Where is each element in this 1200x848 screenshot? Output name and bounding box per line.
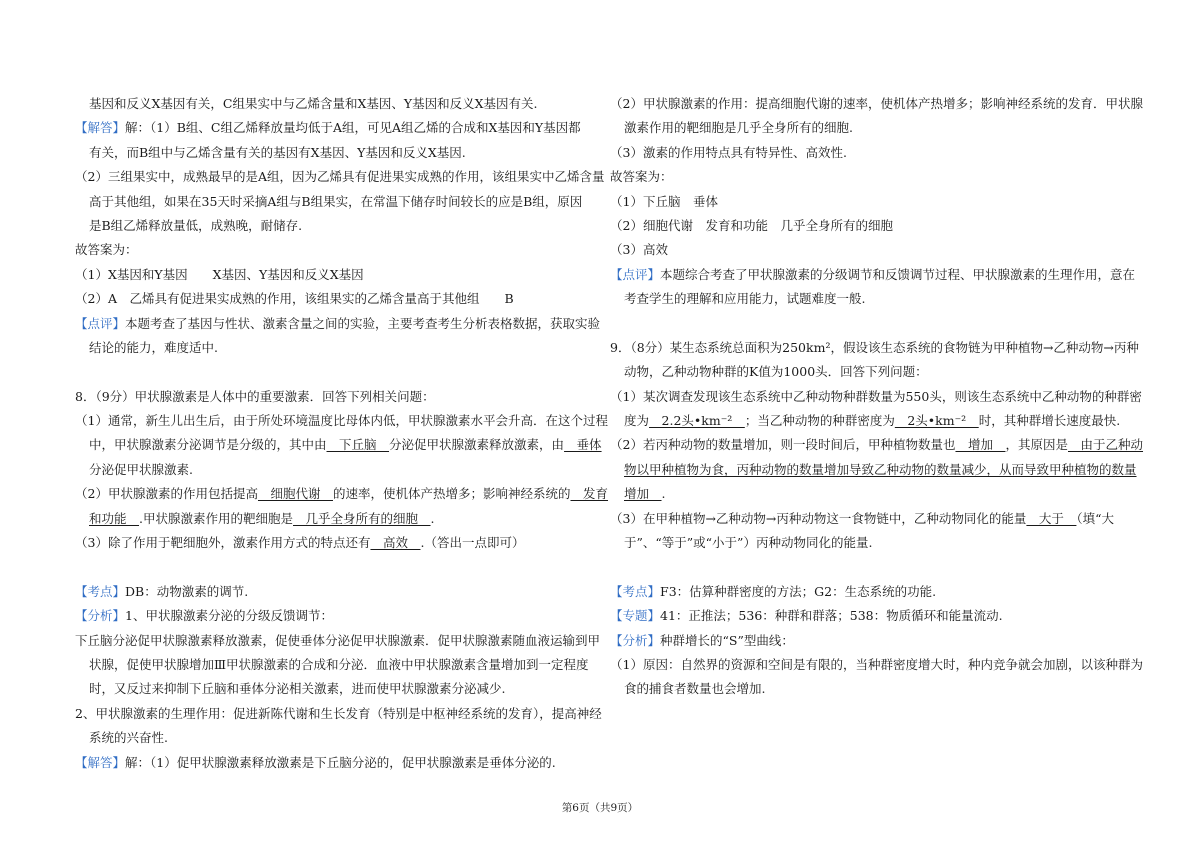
answer-blank: 发育 xyxy=(570,486,609,502)
text-line: 状腺，促使甲状腺增加Ⅲ甲状腺激素的合成和分泌．血液中甲状腺激素含量增加到一定程度 xyxy=(89,656,589,672)
answer-tag: 【解答】 xyxy=(75,754,126,770)
text-line: 动物，乙种动物种群的K值为1000头．回答下列问题： xyxy=(624,364,928,380)
comment-tag: 【点评】 xyxy=(610,266,661,282)
text-line: 【点评】本题考查了基因与性状、激素含量之间的实验，主要考查考生分析表格数据，获取实验 xyxy=(75,315,601,331)
text-line: 中，甲状腺激素分泌调节是分级的，其中由 下丘脑 分泌促甲状腺激素释放激素，由 垂体 xyxy=(89,437,602,453)
answer-blank: 物以甲种植物为食，丙种动物的数量增加导致乙种动物的数量减少，从而导致甲种植物的数量 xyxy=(624,461,1137,477)
text-line: 结论的能力，难度适中. xyxy=(89,339,218,355)
text-line: 【专题】41：正推法；536：种群和群落；538：物质循环和能量流动. xyxy=(610,608,1003,624)
text-line: 度为 2.2头•km⁻² ；当乙种动物的种群密度为 2头•km⁻² 时，其种群增长速度最快. xyxy=(624,413,1121,429)
text-line: （2）细胞代谢 发育和功能 几乎全身所有的细胞 xyxy=(610,217,893,233)
topic-tag: 【考点】 xyxy=(610,583,661,599)
text-line: （2）三组果实中，成熟最早的是A组，因为乙烯具有促进果实成熟的作用，该组果实中乙烯含量 xyxy=(75,169,605,185)
answer-blank: 2头•km⁻² xyxy=(894,413,979,429)
special-topic-tag: 【专题】 xyxy=(610,608,661,624)
text-line: 故答案为： xyxy=(75,242,138,258)
text-line: 食的捕食者数量也会增加. xyxy=(624,681,766,697)
text-line: 增加 . xyxy=(624,486,666,502)
text-line: 【解答】解：（1）B组、C组乙烯释放量均低于A组，可见A组乙烯的合成和X基因和Y基因都 xyxy=(75,120,581,136)
answer-blank: 高效 xyxy=(370,535,421,551)
right-column xyxy=(610,92,1144,702)
text-line: 于”、“等于”或“小于”）丙种动物同化的能量. xyxy=(624,535,873,551)
text-line: 【分析】种群增长的“S”型曲线： xyxy=(610,632,794,648)
answer-blank: 和功能 xyxy=(89,510,140,526)
text-line: （1）某次调查发现该生态系统中乙种动物种群数量为550头，则该生态系统中乙种动物的种群密 xyxy=(610,388,1142,404)
answer-blank: 增加 xyxy=(624,486,662,502)
answer-blank: 2.2头•km⁻² xyxy=(649,413,745,429)
answer-blank: 几乎全身所有的细胞 xyxy=(293,510,431,526)
answer-blank: 细胞代谢 xyxy=(257,486,333,502)
text-line: 【解答】解：（1）促甲状腺激素释放激素是下丘脑分泌的，促甲状腺激素是垂体分泌的. xyxy=(75,754,556,770)
question-8: 8．（9分）甲状腺激素是人体中的重要激素．回答下列相关问题： xyxy=(75,388,435,404)
text-line: 基因和反义X基因有关，C组果实中与乙烯含量和X基因、Y基因和反义X基因有关. xyxy=(89,96,538,111)
text-line: （1）下丘脑 垂体 xyxy=(610,193,718,209)
comment-tag: 【点评】 xyxy=(75,315,126,331)
text-line: 和功能 .甲状腺激素作用的靶细胞是 几乎全身所有的细胞 . xyxy=(89,510,435,526)
text-line: 【考点】F3：估算种群密度的方法；G2：生态系统的功能. xyxy=(610,583,937,599)
answer-blank: 大于 xyxy=(1026,510,1077,526)
text-line: 故答案为： xyxy=(610,169,673,185)
text-line: （3）除了作用于靶细胞外，激素作用方式的特点还有 高效 .（答出一点即可） xyxy=(75,535,525,551)
text-line: （2）甲状腺激素的作用包括提高 细胞代谢 的速率，使机体产热增多；影响神经系统的 发育 xyxy=(75,486,609,502)
answer-blank: 增加 xyxy=(955,437,1006,453)
answer-blank: 下丘脑 xyxy=(326,437,390,453)
text-line xyxy=(610,458,1135,482)
analysis-tag: 【分析】 xyxy=(610,632,661,648)
text-line: （3）高效 xyxy=(610,242,668,258)
text-line: 系统的兴奋性. xyxy=(89,730,168,746)
text-line: 下丘脑分泌促甲状腺激素释放激素，促使垂体分泌促甲状腺激素．促甲状腺激素随血液运输到甲 xyxy=(75,632,601,648)
text-line: （3）激素的作用特点具有特异性、高效性. xyxy=(610,144,847,160)
text-line: （3）在甲种植物→乙种动物→丙种动物这一食物链中，乙种动物同化的能量 大于 （填“大 xyxy=(610,510,1115,526)
text-line: 分泌促甲状腺激素. xyxy=(89,461,193,477)
text-line: 时，又反过来抑制下丘脑和垂体分泌相关激素，进而使甲状腺激素分泌减少. xyxy=(89,681,506,697)
text-line: 有关，而B组中与乙烯含量有关的基因有X基因、Y基因和反义X基因. xyxy=(89,144,466,160)
text-line: （1）X基因和Y基因 X基因、Y基因和反义X基因 xyxy=(75,266,364,282)
text-line: 【点评】本题综合考查了甲状腺激素的分级调节和反馈调节过程、甲状腺激素的生理作用，意在 xyxy=(610,266,1136,282)
text-line: 考查学生的理解和应用能力，试题难度一般. xyxy=(624,291,866,307)
text-line: （2）A 乙烯具有促进果实成熟的作用，该组果实的乙烯含量高于其他组 B xyxy=(75,291,514,307)
answer-tag: 【解答】 xyxy=(75,120,126,136)
analysis-tag: 【分析】 xyxy=(75,608,126,624)
text-line: （2）甲状腺激素的作用：提高细胞代谢的速率，使机体产热增多；影响神经系统的发育．甲状腺 xyxy=(610,96,1143,111)
text-line: （2）若丙种动物的数量增加，则一段时间后，甲种植物数量也 增加 ，其原因是 由于乙种动 xyxy=(610,437,1144,453)
topic-tag: 【考点】 xyxy=(75,583,126,599)
text-line: 是B组乙烯释放量低，成熟晚，耐储存. xyxy=(89,217,303,233)
text-line: 【考点】DB：动物激素的调节. xyxy=(75,583,249,599)
text-line: （1）通常，新生儿出生后，由于所处环境温度比母体内低，甲状腺激素水平会升高．在这个过程 xyxy=(75,413,608,429)
answer-blank: 由于乙种动 xyxy=(1068,437,1144,453)
answer-blank: 垂体 xyxy=(564,437,602,453)
text-line: 高于其他组，如果在35天时采摘A组与B组果实，在常温下储存时间较长的应是B组，原因 xyxy=(89,193,583,209)
text-line: 2、甲状腺激素的生理作用：促进新陈代谢和生长发育（特别是中枢神经系统的发育），提高神经 xyxy=(75,705,602,721)
page-footer: 第6页（共9页） xyxy=(561,802,639,814)
text-line: 激素作用的靶细胞是几乎全身所有的细胞. xyxy=(624,120,853,136)
text-line: 【分析】1、甲状腺激素分泌的分级反馈调节： xyxy=(75,608,333,624)
question-9: 9．（8分）某生态系统总面积为250km²，假设该生态系统的食物链为甲种植物→乙种动物→丙种 xyxy=(610,339,1139,355)
text-line: （1）原因：自然界的资源和空间是有限的，当种群密度增大时，种内竞争就会加剧，以该种群为 xyxy=(610,656,1143,672)
left-column xyxy=(75,92,609,775)
